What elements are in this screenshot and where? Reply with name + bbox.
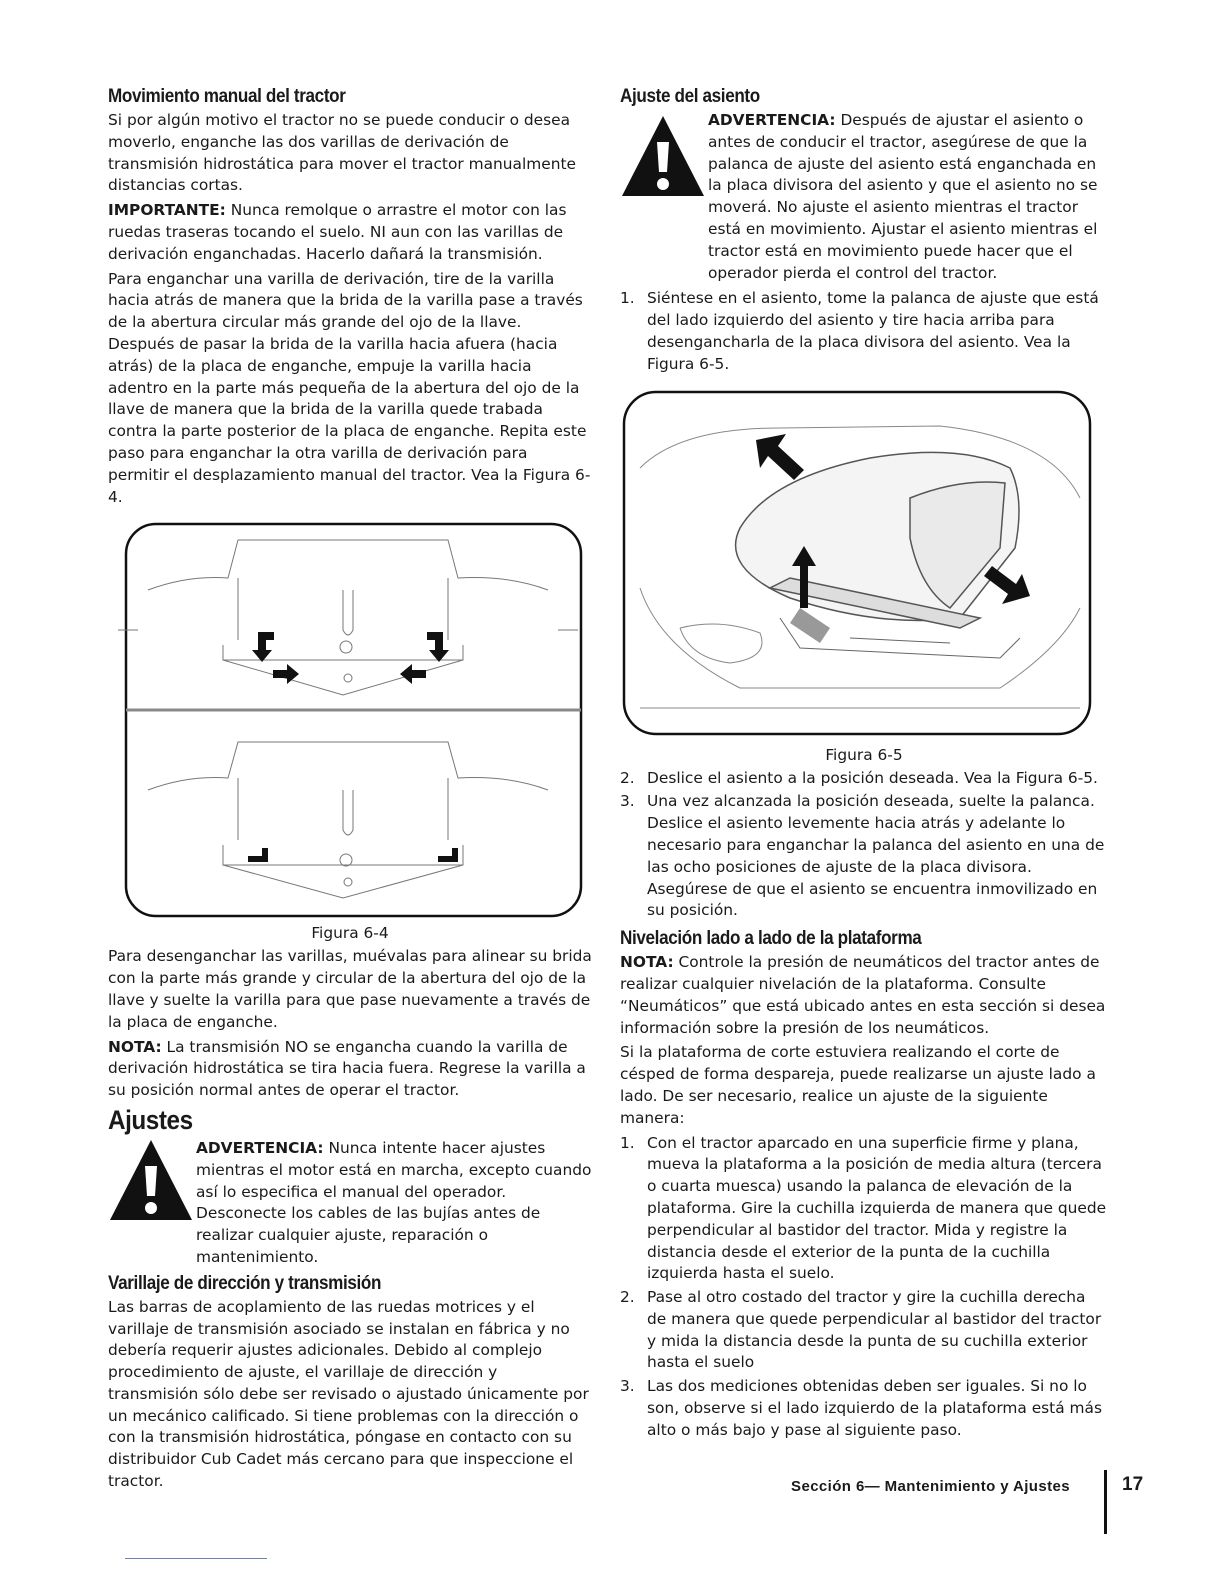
list-item: 1. Siéntese en el asiento, tome la palanca de ajuste que está del lado izquierdo del asiento y tire hacia arriba para desengancharla de la placa divisora del asiento. Vea la Figura 6-5.: [620, 289, 1099, 373]
list-item: 3. Las dos mediciones obtenidas deben ser iguales. Si no lo son, observe si el lado izquierdo de la plataforma está más alto o más bajo y pase al siguiente paso.: [620, 1377, 1102, 1439]
right-column: [620, 86, 1108, 1444]
paragraph-disengage: Para desenganchar las varillas, muévalas para alinear su brida con la parte más grande y circular de la abertura del ojo de la llave y suelte la varilla para que pase nuevamente a través de la placa de enganche.: [108, 947, 592, 1031]
left-column: [108, 86, 592, 1496]
figure-6-5-caption: Figura 6-5: [825, 745, 903, 764]
paragraph-nota: [108, 1037, 592, 1102]
heading-deck-leveling: Nivelación lado a lado de la plataforma: [620, 928, 922, 950]
seat-steps-a: [620, 288, 1108, 375]
warning-triangle-icon: [620, 114, 706, 198]
nota-text: Controle la presión de neumáticos del tractor antes de realizar cualquier nivelación de la plataforma. Consulte “Neumáticos” que está ubicado antes en esta sección si desea información sobre la presión de los neumáticos.: [620, 953, 1106, 1037]
bypass-rods-illustration: [108, 520, 584, 920]
nota-label: NOTA:: [108, 1037, 162, 1056]
page-number: 17: [1122, 1474, 1144, 1495]
list-item: 2. Pase al otro costado del tractor y gire la cuchilla derecha de manera que quede perpendicular al bastidor del tractor y mida la distancia desde la punta de su cuchilla exterior hasta el suelo: [620, 1288, 1102, 1372]
seat-icon: [736, 452, 1019, 628]
footer-divider: [1104, 1470, 1107, 1534]
seat-steps-b: [620, 768, 1108, 923]
arrow-icon: [252, 632, 449, 684]
heading-seat-adjust: Ajuste del asiento: [620, 86, 760, 107]
warning-text-seat: [708, 110, 1108, 284]
figure-6-4-caption: Figura 6-4: [311, 924, 389, 943]
nota-text: La transmisión NO se engancha cuando la varilla de derivación hidrostática se tira hacia fuera. Regrese la varilla a su posición normal antes de operar el tractor.: [108, 1037, 586, 1100]
warning-label: ADVERTENCIA:: [708, 111, 836, 129]
figure-6-5: [620, 388, 1108, 738]
leveling-steps: [620, 1133, 1108, 1442]
paragraph-important: [108, 200, 592, 265]
bypass-rod-icon: [248, 848, 458, 862]
paragraph-linkage: Las barras de acoplamiento de las ruedas motrices y el varillaje de transmisión asociado se instalan en fábrica y no debería requerir ajustes adicionales. Debido al complejo procedimiento de ajuste, el varillaje de dirección y transmisión sólo debe ser revisado o ajustado únicamente por un mecánico calificado. Si tiene problemas con la dirección o con la transmisión hidrostática, póngase en contacto con su distribuidor Cub Cadet más cercano para que inspeccione el tractor.: [108, 1297, 589, 1491]
heading-ajustes: Ajustes: [108, 1104, 193, 1135]
figure-6-4: [108, 520, 592, 920]
warning-triangle-icon: [108, 1138, 194, 1222]
warning-block-seat: [620, 110, 1108, 284]
warning-label: ADVERTENCIA:: [196, 1138, 324, 1157]
list-item: 2. Deslice el asiento a la posición deseada. Vea la Figura 6-5.: [620, 768, 1098, 787]
heading-manual-movement: Movimiento manual del tractor: [108, 86, 346, 107]
seat-adjust-illustration: [620, 388, 1094, 738]
footnote-rule: [125, 1558, 267, 1559]
paragraph-nota-right: [620, 952, 1108, 1039]
important-label: IMPORTANTE:: [108, 201, 226, 220]
nota-label: NOTA:: [620, 953, 674, 972]
paragraph-leveling: Si la plataforma de corte estuviera realizando el corte de césped de forma despareja, puede realizarse un ajuste lado a lado. De ser necesario, realice un ajuste de la siguiente manera:: [620, 1043, 1096, 1127]
warning-body: Nunca intente hacer ajustes mientras el motor está en marcha, excepto cuando así lo especifica el manual del operador. Desconecte los cables de las bujías antes de realizar cualquier ajuste, reparación o mantenimiento.: [196, 1138, 592, 1266]
warning-block-ajustes: [108, 1138, 592, 1269]
heading-linkage: Varillaje de dirección y transmisión: [108, 1272, 382, 1294]
seat-lever-icon: [790, 608, 830, 643]
footer-section-title: Sección 6— Mantenimiento y Ajustes: [791, 1478, 1070, 1495]
important-text: Nunca remolque o arrastre el motor con las ruedas traseras tocando el suelo. NI aun con las varillas de derivación enganchadas. Hacerlo dañará la transmisión.: [108, 201, 567, 263]
warning-body: Después de ajustar el asiento o antes de conducir el tractor, asegúrese de que la palanca de ajuste del asiento está enganchada en la placa divisora del asiento y que el asiento no se moverá. No ajuste el asiento mientras el tractor está en movimiento. Ajustar el asiento mientras el tractor está en movimiento puede hacer que el operador pierda el control del tractor.: [708, 111, 1098, 282]
paragraph-engage: Para enganchar una varilla de derivación, tire de la varilla hacia atrás de manera que la brida de la varilla pase a través de la abertura circular más grande del ojo de la llave. Después de pasar la brida de la varilla hacia afuera (hacia atrás) de la placa de enganche, empuje la varilla hacia adentro en la parte más pequeña de la abertura del ojo de la llave de manera que la brida de la varilla quede trabada contra la parte posterior de la placa de enganche. Repita este paso para enganchar la otra varilla de derivación para permitir el desplazamiento manual del tractor. Vea la Figura 6-4.: [108, 269, 591, 506]
list-item: 3. Una vez alcanzada la posición deseada, suelte la palanca. Deslice el asiento levemente hacia atrás y adelante lo necesario para enganchar la palanca del asiento en una de las ocho posiciones de ajuste de la placa divisora. Asegúrese de que el asiento se encuentra inmovilizado en su posición.: [620, 792, 1105, 920]
warning-text-ajustes: [196, 1138, 592, 1269]
list-item: 1. Con el tractor aparcado en una superficie firme y plana, mueva la plataforma a la posición de media altura (tercera o cuarta muesca) usando la palanca de elevación de la plataforma. Gire la cuchilla izquierda de manera que quede perpendicular al bastidor del tractor. Mida y registre la distancia desde el exterior de la punta de la cuchilla izquierda hasta el suelo.: [620, 1133, 1107, 1283]
paragraph-manual-intro: Si por algún motivo el tractor no se puede conducir o desea moverlo, enganche las dos varillas de derivación de transmisión hidrostática para mover el tractor manualmente distancias cortas.: [108, 111, 576, 195]
